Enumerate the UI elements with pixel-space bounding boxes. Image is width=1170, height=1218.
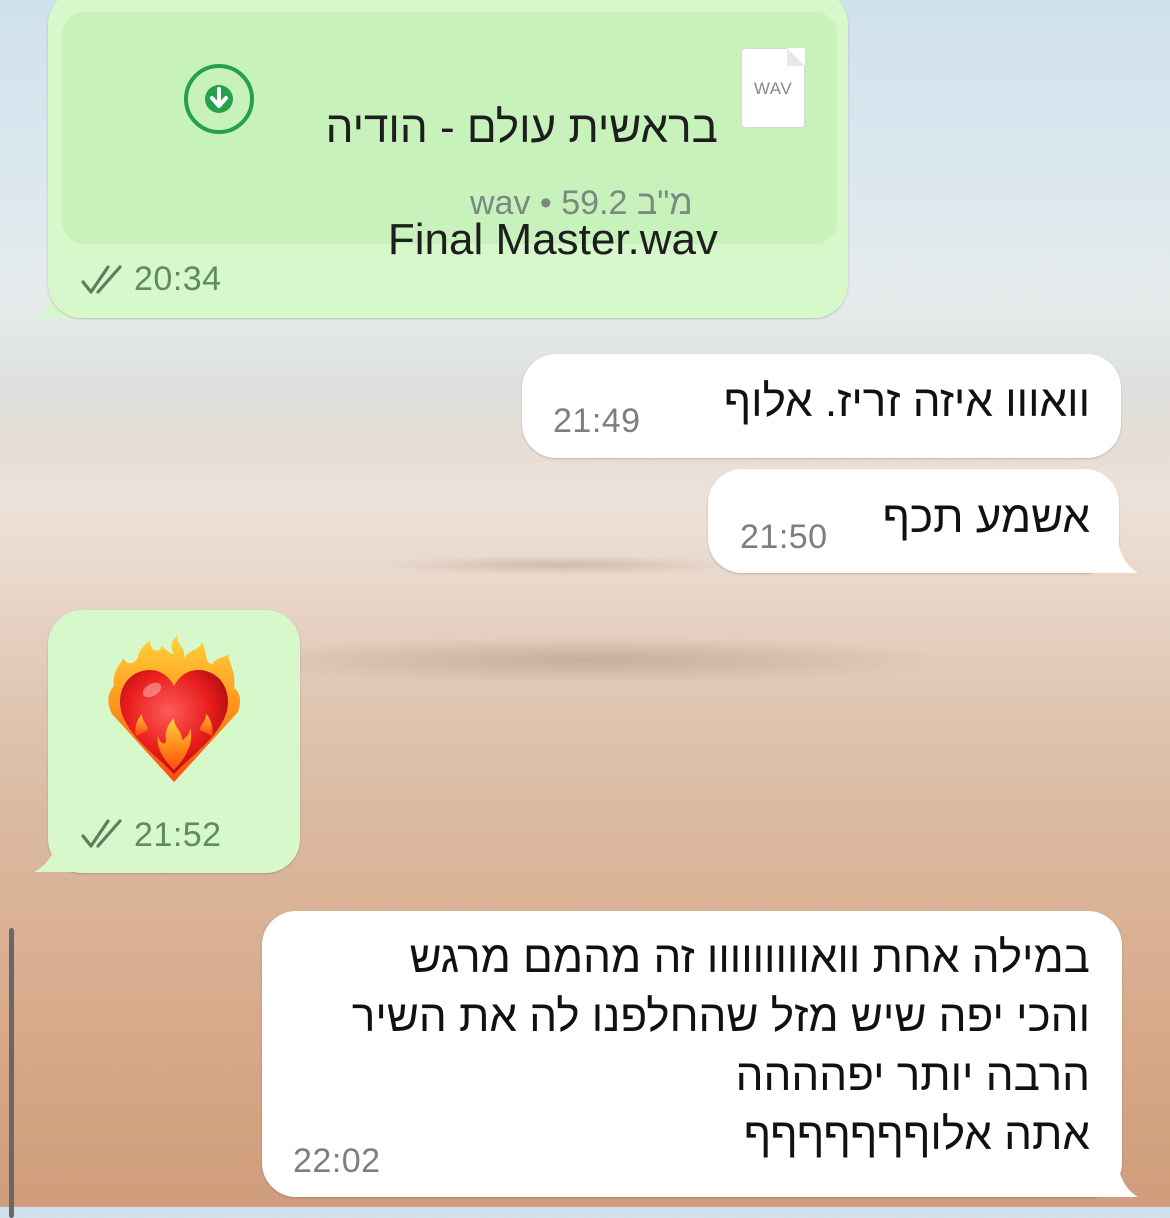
message-text-content: אשמע תכף [882, 493, 1090, 542]
file-name-line-1: בראשית עולם - הודיה [325, 103, 718, 152]
read-receipt-icon [80, 264, 128, 296]
file-corner-fold-icon [787, 48, 805, 66]
message-time: 22:02 [293, 1142, 381, 1180]
bubble-tail [1090, 540, 1142, 576]
message-time: 21:52 [134, 816, 222, 854]
file-meta: wav • 59.2 מ"ב [470, 184, 693, 222]
bubble-tail [1090, 1164, 1142, 1200]
message-time: 21:49 [553, 402, 641, 440]
message-text-content: וואווו איזה זריז. אלוף [723, 377, 1090, 426]
download-icon[interactable] [182, 62, 256, 136]
heart-on-fire-icon [104, 636, 244, 786]
scroll-indicator[interactable] [9, 928, 14, 1218]
file-name-line-2: Final Master.wav [387, 215, 718, 264]
file-extension-label: WAV [753, 79, 793, 98]
message-time: 20:34 [134, 260, 222, 298]
file-type-icon [741, 48, 805, 128]
read-receipt-icon [80, 818, 128, 850]
message-text-content: במילה אחת וואווווווווו זה מהמם מרגש והכי יפה שיש מזל שהחלפנו לה את השיר הרבה יותר יפהההה אתה אלוףףףףףףף [351, 933, 1090, 1159]
bubble-tail [28, 840, 88, 874]
message-time: 21:50 [740, 518, 828, 556]
